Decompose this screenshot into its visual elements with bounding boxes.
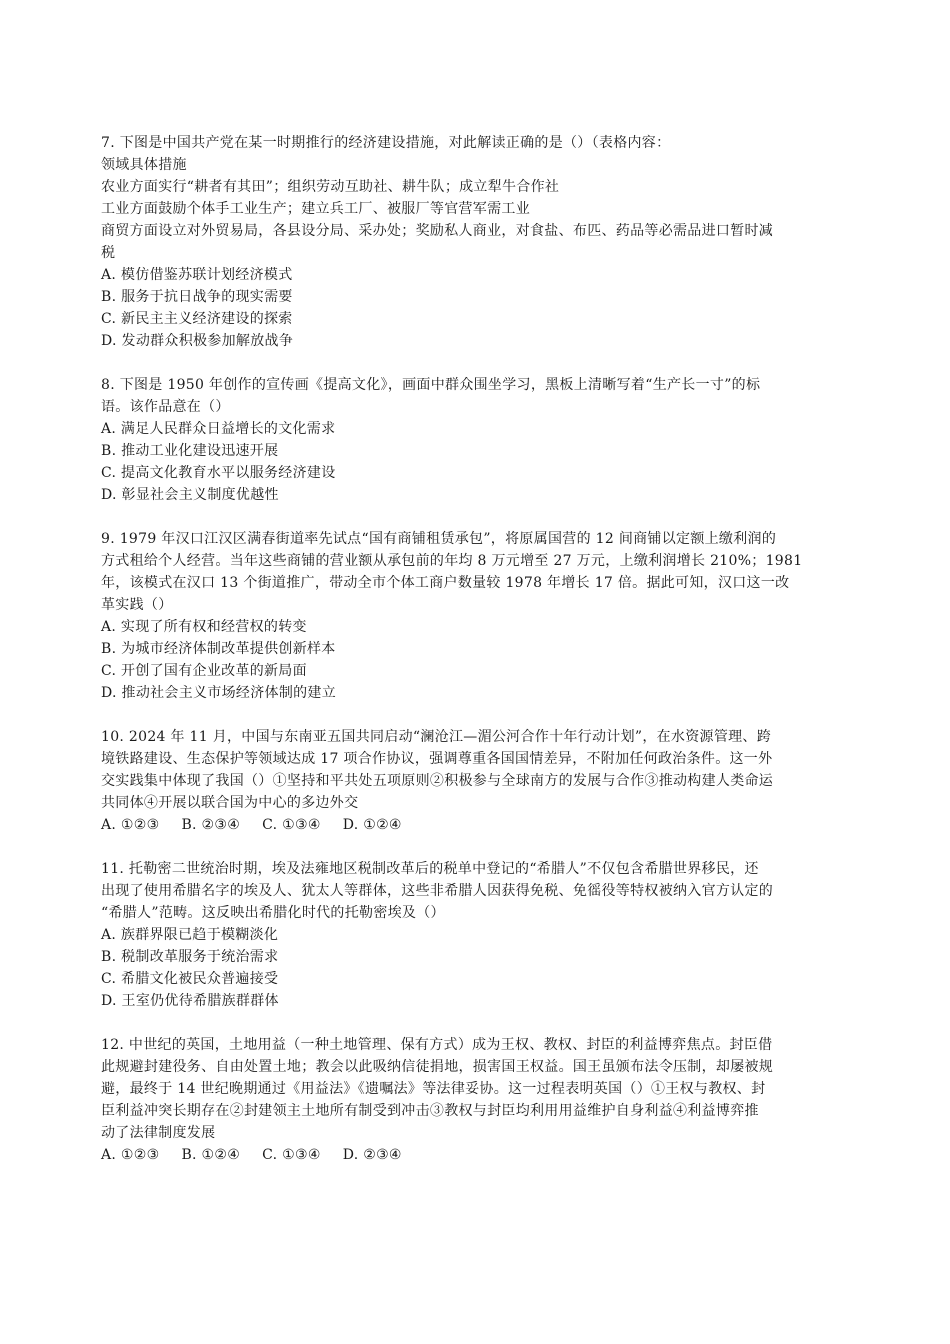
question-10-options [101,814,849,836]
question-12-option-a: A. ①②③ [101,1147,160,1163]
question-12-stem-line: 臣利益冲突长期存在②封建领主土地所有制受到冲击③教权与封臣均利用用益维护自身利益④利益博弈推 [101,1103,759,1119]
question-12-option-b: B. ①②④ [181,1147,241,1163]
question-11-stem-line: “希腊人”范畴。这反映出希腊化时代的托勒密埃及（） [101,905,445,921]
question-12-stem-line: 此规避封建役务、自由处置土地；教会以此吸纳信徒捐地，损害国王权益。国王虽颁布法令压制，却屡被规 [101,1059,774,1075]
question-11-option-a: A. 族群界限已趋于模糊淡化 [101,927,279,943]
question-9 [101,528,849,704]
question-9-option-b: B. 为城市经济体制改革提供创新样本 [101,641,336,657]
question-10-stem-line: 境铁路建设、生态保护等领域达成 17 项合作协议，强调尊重各国国情差异，不附加任何政治条件。这一外 [101,751,773,767]
question-11 [101,858,849,1012]
question-10-option-a: A. ①②③ [101,817,160,833]
question-7-option-c: C. 新民主主义经济建设的探索 [101,311,293,327]
question-9-stem-line: 方式租给个人经营。当年这些商铺的营业额从承包前的年均 8 万元增至 27 万元，上缴利润增长 210%；1981 [101,553,803,569]
question-8 [101,374,849,506]
question-8-option-c: C. 提高文化教育水平以服务经济建设 [101,465,336,481]
question-8-option-b: B. 推动工业化建设迅速开展 [101,443,279,459]
question-10-stem-line: 共同体④开展以联合国为中心的多边外交 [101,795,359,811]
question-8-option-a: A. 满足人民群众日益增长的文化需求 [101,421,336,437]
question-10-stem-line: 交实践集中体现了我国（）①坚持和平共处五项原则②积极参与全球南方的发展与合作③推动构建人类命运 [101,773,774,789]
question-12-option-c: C. ①③④ [262,1147,321,1163]
question-9-stem-line: 9. 1979 年汉口江汉区满春街道率先试点“国有商铺租赁承包”，将原属国营的 12 间商铺以定额上缴利润的 [101,531,777,547]
question-12-option-d: D. ②③④ [342,1147,402,1163]
question-10-option-c: C. ①③④ [262,817,321,833]
question-12 [101,1034,849,1166]
question-7-table-line: 领域具体措施 [101,157,187,173]
question-7-table-line: 农业方面实行“耕者有其田”；组织劳动互助社、耕牛队；成立犁牛合作社 [101,179,560,195]
question-11-stem-line: 11. 托勒密二世统治时期，埃及法雍地区税制改革后的税单中登记的“希腊人”不仅包含希腊世界移民，还 [101,861,759,877]
question-12-stem-line: 12. 中世纪的英国，土地用益（一种土地管理、保有方式）成为王权、教权、封臣的利益博弈焦点。封臣借 [101,1037,773,1053]
question-11-option-d: D. 王室仍优待希腊族群群体 [101,993,279,1009]
question-11-option-b: B. 税制改革服务于统治需求 [101,949,279,965]
question-9-stem-line: 革实践（） [101,597,173,613]
question-7-table-line: 商贸方面设立对外贸易局，各县设分局、采办处；奖励私人商业，对食盐、布匹、药品等必需品进口暂时减 [101,223,774,239]
question-11-option-c: C. 希腊文化被民众普遍接受 [101,971,279,987]
question-12-stem-line: 动了法律制度发展 [101,1125,216,1141]
question-9-option-a: A. 实现了所有权和经营权的转变 [101,619,307,635]
question-9-option-c: C. 开创了国有企业改革的新局面 [101,663,307,679]
question-12-stem-line: 避，最终于 14 世纪晚期通过《用益法》《遗嘱法》等法律妥协。这一过程表明英国（）①王权与教权、封 [101,1081,766,1097]
question-10-stem-line: 10. 2024 年 11 月，中国与东南亚五国共同启动“澜沧江—湄公河合作十年行动计划”，在水资源管理、跨 [101,729,772,745]
question-12-options [101,1144,849,1166]
question-9-option-d: D. 推动社会主义市场经济体制的建立 [101,685,337,701]
question-10-option-d: D. ①②④ [342,817,402,833]
exam-page [101,132,849,1166]
question-8-stem-line: 语。该作品意在（） [101,399,230,415]
question-7-stem: 7. 下图是中国共产党在某一时期推行的经济建设措施，对此解读正确的是（）（表格内容： [101,135,671,151]
question-7 [101,132,849,352]
question-7-option-a: A. 模仿借鉴苏联计划经济模式 [101,267,293,283]
question-10-option-b: B. ②③④ [181,817,241,833]
question-8-option-d: D. 彰显社会主义制度优越性 [101,487,279,503]
question-8-stem-line: 8. 下图是 1950 年创作的宣传画《提高文化》，画面中群众围坐学习，黑板上清晰写着“生产长一寸”的标 [101,377,761,393]
question-7-table-line: 工业方面鼓励个体手工业生产；建立兵工厂、被服厂等官营军需工业 [101,201,530,217]
question-9-stem-line: 年，该模式在汉口 13 个街道推广，带动全市个体工商户数量较 1978 年增长 17 倍。据此可知，汉口这一改 [101,575,790,591]
question-7-option-b: B. 服务于抗日战争的现实需要 [101,289,293,305]
question-7-table-line: 税 [101,245,116,261]
question-7-option-d: D. 发动群众积极参加解放战争 [101,333,294,349]
question-10 [101,726,849,836]
question-11-stem-line: 出现了使用希腊名字的埃及人、犹太人等群体，这些非希腊人因获得免税、免徭役等特权被纳入官方认定的 [101,883,774,899]
